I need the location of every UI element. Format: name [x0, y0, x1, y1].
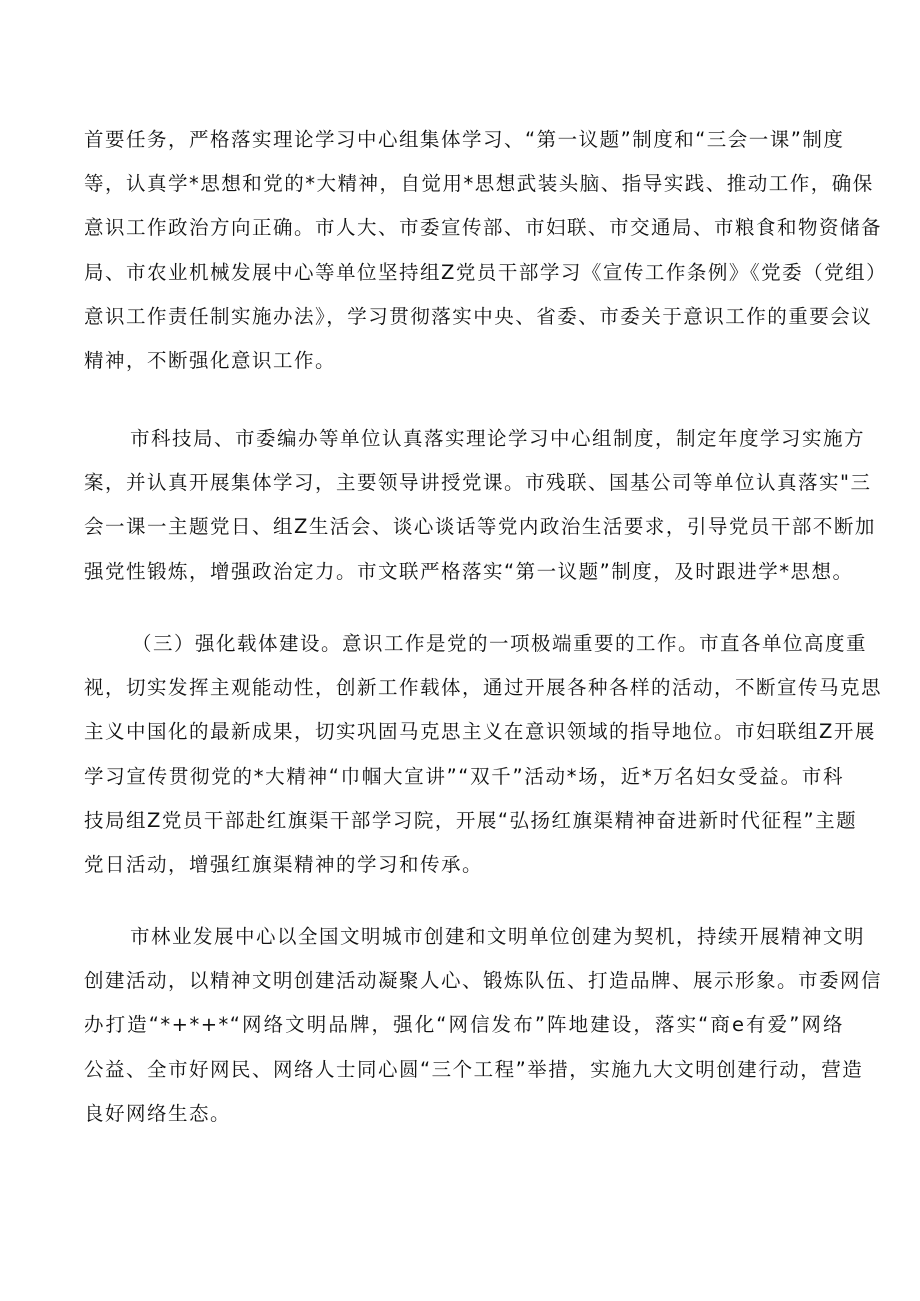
paragraph-4 — [84, 915, 883, 1136]
text-line: 办打造“*+*+*“网络文明品牌，强化“网信发布”阵地建设，落实“商e有爱”网络 — [84, 1013, 844, 1037]
text-line: 视，切实发挥主观能动性，创新工作载体，通过开展各种各样的活动，不断宣传马克思 — [84, 676, 883, 700]
text-line: 精神，不断强化意识工作。 — [84, 348, 337, 372]
text-line: 意识工作政治方向正确。市人大、市委宣传部、市妇联、市交通局、市粮食和物资储备 — [84, 216, 883, 240]
text-line: 党日活动，增强红旗渠精神的学习和传承。 — [84, 852, 484, 876]
text-line: 市科技局、市委编办等单位认真落实理论学习中心组制度，制定年度学习实施方 — [130, 427, 866, 450]
text-line: 学习宣传贯彻党的*大精神“巾帼大宣讲”“双千”活动*场，近*万名妇女受益。市科 — [84, 764, 844, 788]
text-line: 良好网络生态。 — [84, 1101, 232, 1125]
text-line: 会一课一主题党日、组Z生活会、谈心谈话等党内政治生活要求，引导党员干部不断加 — [84, 515, 876, 539]
text-line: 市林业发展中心以全国文明城市创建和文明单位创建为契机，持续开展精神文明 — [130, 925, 866, 948]
paragraph-1 — [84, 118, 888, 383]
text-line: 主义中国化的最新成果，切实巩固马克思主义在意识领域的指导地位。市妇联组Z开展 — [84, 720, 876, 744]
text-line: 等，认真学*思想和党的*大精神，自觉用*思想武装头脑、指导实践、推动工作，确保 — [84, 172, 874, 196]
text-line: 意识工作责任制实施办法》，学习贯彻落实中央、省委、市委关于意识工作的重要会议 — [84, 304, 873, 328]
text-line: （三）强化载体建设。意识工作是党的一项极端重要的工作。市直各单位高度重 — [132, 632, 868, 655]
paragraph-3 — [84, 622, 883, 887]
text-line: 首要任务，严格落实理论学习中心组集体学习、“第一议题”制度和“三会一课”制度 — [84, 128, 845, 151]
text-line: 技局组Z党员干部赴红旗渠干部学习院，开展“弘扬红旗渠精神奋进新时代征程”主题 — [84, 808, 858, 832]
text-line: 创建活动，以精神文明创建活动凝聚人心、锻炼队伍、打造品牌、展示形象。市委网信 — [84, 969, 883, 993]
text-line: 公益、全市好网民、网络人士同心圆“三个工程”举措，实施九大文明创建行动，营造 — [84, 1057, 864, 1081]
text-line: 强党性锻炼，增强政治定力。市文联严格落实“第一议题”制度，及时跟进学*思想。 — [84, 559, 854, 583]
paragraph-2 — [84, 417, 876, 594]
text-line: 案，并认真开展集体学习，主要领导讲授党课。市残联、国基公司等单位认真落实"三 — [84, 471, 872, 495]
text-line: 局、市农业机械发展中心等单位坚持组Z党员干部学习《宣传工作条例》《党委（党组） — [84, 260, 888, 284]
